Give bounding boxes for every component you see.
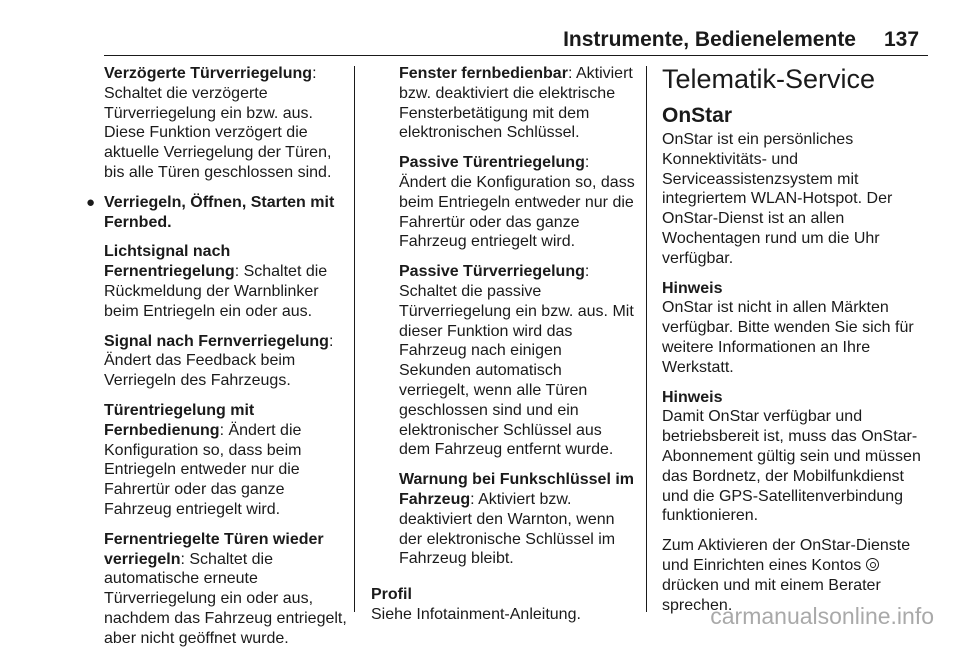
column-3	[662, 64, 930, 625]
paragraph-item	[399, 262, 635, 460]
intro-paragraph: OnStar ist ein persönliches Konnektivitäts- und Serviceassistenzsystem mit integriertem WLAN-Hotspot. Der OnStar-Dienst ist an allen Wochentagen rund um die Uhr verfügbar.	[662, 131, 893, 267]
description: : Schaltet die Rückmeldung der Warnblinker beim Entriegeln ein oder aus.	[104, 263, 328, 320]
paragraph-item	[104, 530, 349, 649]
profile-text: Siehe Infotainment-Anleitung.	[371, 605, 581, 623]
bullet-item	[86, 193, 349, 233]
term: Passive Türverriegelung	[399, 263, 585, 281]
column-divider	[646, 66, 647, 612]
description: : Schaltet die passive Türverriegelung ein bzw. aus. Mit dieser Funktion wird das Fahrzeug nach einigen Sekunden automatisch verriegelt, wenn alle Türen geschlossen sind und ein elektronischer Schlüssel aus dem Fahrzeug entfernt wurde.	[399, 263, 634, 459]
description: : Ändert die Konfiguration so, dass beim Entriegeln entweder nur die Fahrertür oder das ganze Fahrzeug entriegelt wird.	[104, 421, 302, 518]
description: : Aktiviert bzw. deaktiviert die elektrische Fensterbetätigung mit dem elektronischen Schlüssel.	[399, 65, 633, 142]
header-title: Instrumente, Bedienelemente	[563, 28, 856, 51]
outro-text: drücken und mit einem Berater sprechen.	[662, 576, 881, 614]
page-header	[0, 0, 960, 56]
term: Türentriegelung mit Fernbedienung	[104, 401, 255, 439]
note-title: Hinweis	[662, 388, 723, 406]
note-block	[662, 388, 930, 527]
description: : Schaltet die automatische erneute Türverriegelung ein oder aus, nachdem das Fahrzeug entriegelt, aber nicht geöffnet wurde.	[104, 550, 347, 647]
bullet-icon: ●	[86, 193, 96, 211]
description: : Schaltet die verzögerte Türverriegelung ein bzw. aus. Diese Funktion verzögert die aktuelle Verriegelung der Türen, bis alle Türen geschlossen sind.	[104, 65, 332, 181]
term: Passive Türentriegelung	[399, 154, 585, 172]
term: Lichtsignal nach Fernentriegelung	[104, 243, 235, 281]
term: Fernentriegelte Türen wieder verriegeln	[104, 530, 324, 568]
page-number: 137	[884, 28, 920, 51]
description: : Aktiviert bzw. deaktiviert den Warnton, wenn der elektronische Schlüssel im Fahrzeug bleibt.	[399, 490, 616, 568]
watermark: carmanualsonline.info	[710, 603, 934, 629]
note-text: Damit OnStar verfügbar und betriebsbereit ist, muss das OnStar-Abonnement gültig sein und müssen das Bordnetz, der Mobilfunkdienst und die GPS-Satellitenverbindung funktionieren.	[662, 408, 921, 525]
note-title: Hinweis	[662, 279, 723, 297]
term: Warnung bei Funkschlüssel im Fahrzeug	[399, 471, 634, 508]
outro-text: Zum Aktivieren der OnStar-Dienste und Einrichten eines Kontos	[662, 537, 911, 574]
note-text: OnStar ist nicht in allen Märkten verfügbar. Bitte wenden Sie sich für weitere Informationen an Ihre Werkstatt.	[662, 299, 914, 376]
subsection-heading: OnStar	[662, 104, 733, 127]
column-1	[86, 64, 349, 659]
note-block	[662, 279, 930, 378]
section-heading: Telematik-Service	[662, 64, 876, 94]
description: : Ändert die Konfiguration so, dass beim Entriegeln entweder nur die Fahrertür oder das ganze Fahrzeug entriegelt wird.	[399, 154, 635, 251]
term: Verzögerte Türverriegelung	[104, 65, 313, 82]
paragraph-item	[399, 470, 635, 569]
term: Signal nach Fernverriegelung	[104, 332, 329, 350]
paragraph-item	[104, 401, 349, 520]
term: Fenster fernbedienbar	[399, 65, 568, 82]
column-2	[371, 64, 635, 635]
header-rule	[104, 55, 928, 56]
paragraph-item	[399, 64, 635, 143]
column-divider	[354, 66, 355, 612]
profile-heading: Profil	[371, 586, 412, 604]
paragraph-delayed-locking	[104, 64, 349, 183]
bullet-heading: Verriegeln, Öffnen, Starten mit Fernbed.	[104, 193, 335, 231]
description: : Ändert das Feedback beim Verriegeln des Fahrzeugs.	[104, 332, 334, 390]
paragraph-item	[399, 153, 635, 252]
paragraph-item	[104, 242, 349, 321]
onstar-phone-icon	[866, 558, 879, 571]
paragraph-item	[104, 332, 349, 391]
paragraph-profile	[371, 585, 635, 625]
